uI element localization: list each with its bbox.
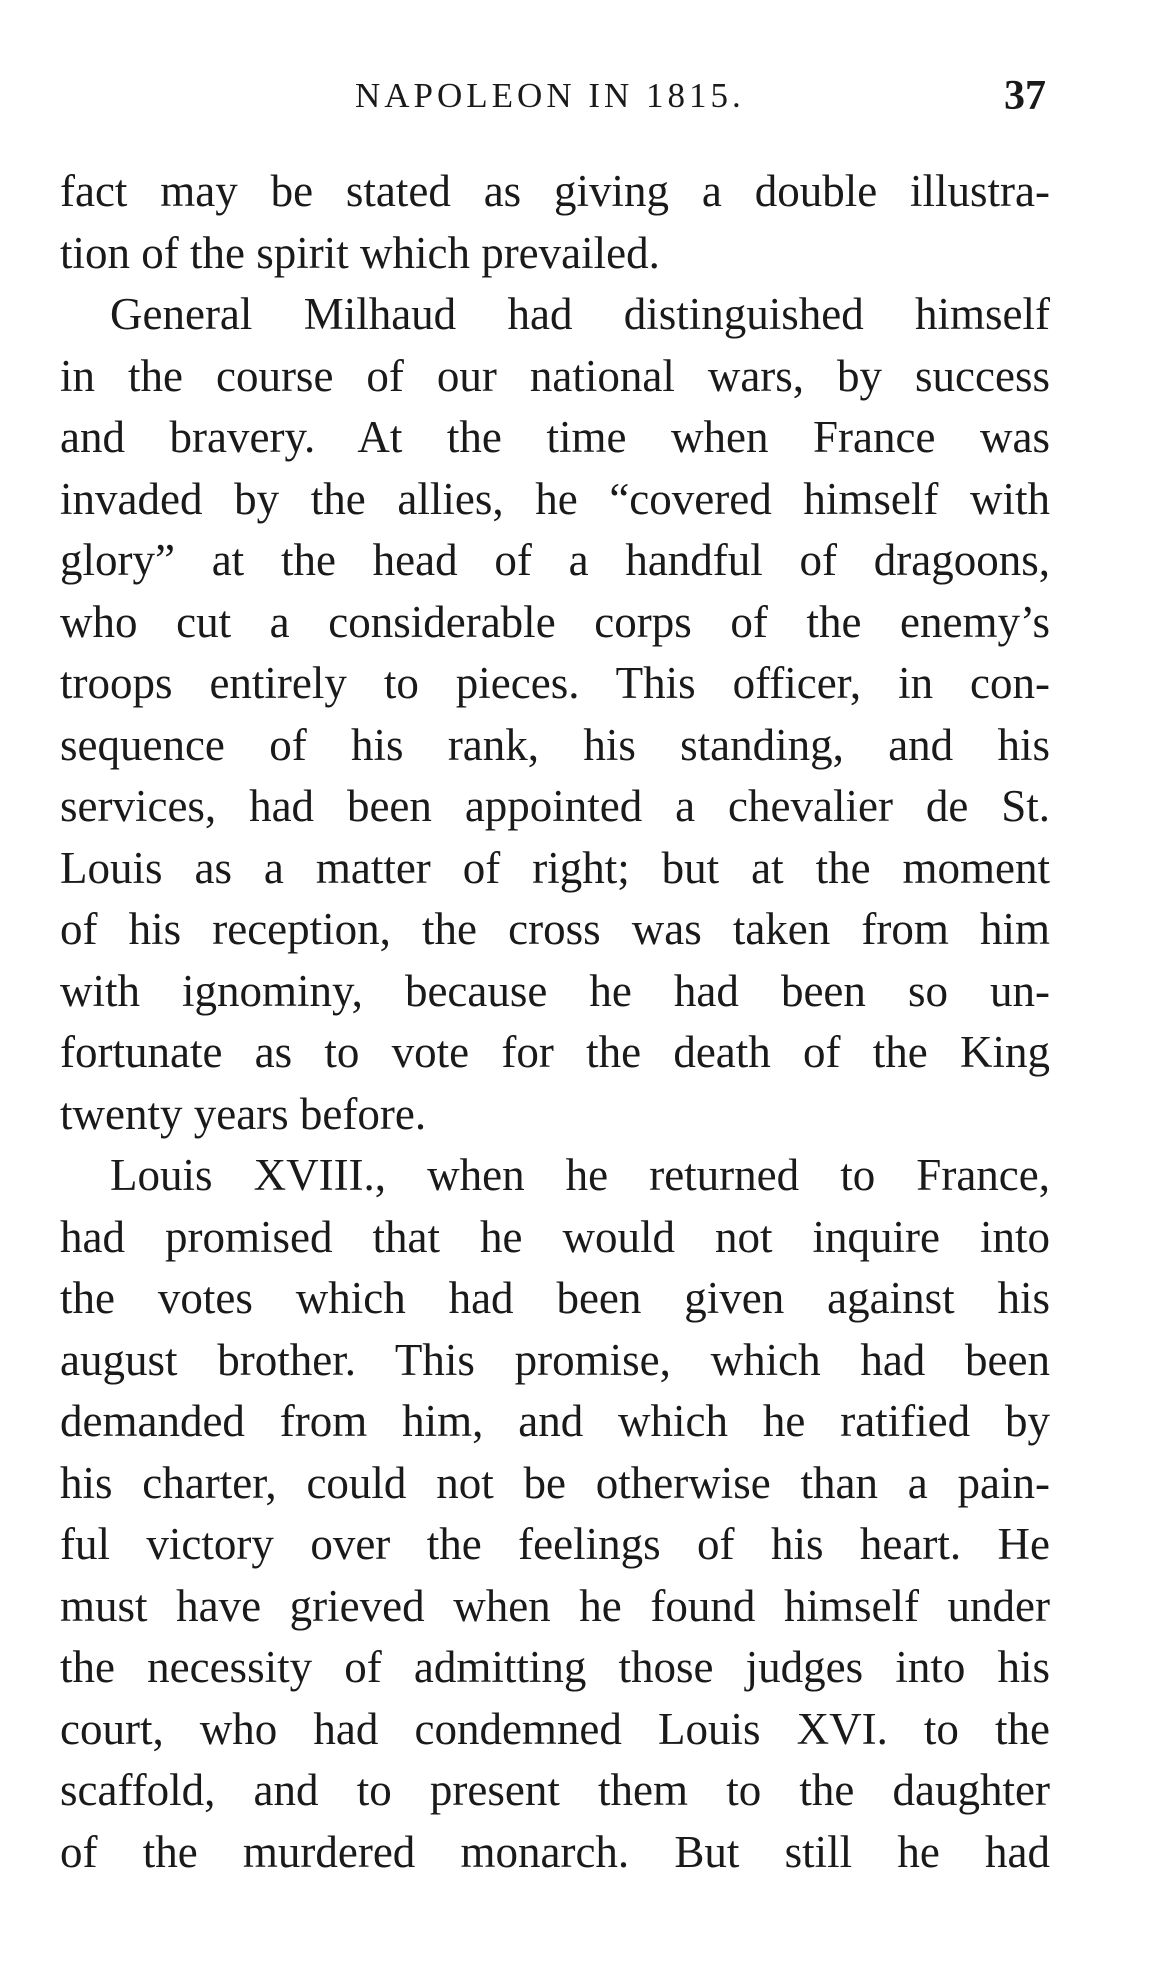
text-line: ful victory over the feelings of his heart. He xyxy=(60,1519,1050,1569)
running-head: NAPOLEON IN 1815. xyxy=(355,76,745,115)
text-line: Louis XVIII., when he returned to France, xyxy=(110,1150,1050,1200)
text-line: his charter, could not be otherwise than a pain- xyxy=(60,1457,1050,1508)
text-line: the votes which had been given against his xyxy=(60,1273,1050,1323)
text-line: in the course of our national wars, by success xyxy=(60,350,1050,401)
text-line: must have grieved when he found himself under xyxy=(60,1580,1050,1631)
text-line: scaffold, and to present them to the daughter xyxy=(60,1765,1050,1815)
text-line: fact may be stated as giving a double illustra- xyxy=(60,166,1050,216)
text-line: who cut a considerable corps of the enemy’s xyxy=(60,596,1050,647)
text-line: court, who had condemned Louis XVI. to the xyxy=(60,1703,1050,1754)
text-line: glory” at the head of a handful of dragoons, xyxy=(60,535,1050,585)
body-text xyxy=(60,161,1050,1883)
text-line: fortunate as to vote for the death of the King xyxy=(60,1027,1050,1077)
text-line: services, had been appointed a chevalier de St. xyxy=(60,781,1050,831)
text-line: had promised that he would not inquire into xyxy=(60,1211,1050,1262)
text-line: troops entirely to pieces. This officer, in con- xyxy=(60,658,1050,708)
text-line: sequence of his rank, his standing, and his xyxy=(60,719,1050,770)
text-line: demanded from him, and which he ratified by xyxy=(60,1396,1050,1446)
page-header xyxy=(60,72,1060,132)
text-line: with ignominy, because he had been so un- xyxy=(60,965,1050,1016)
text-line: tion of the spirit which prevailed. xyxy=(60,227,660,278)
text-line: Louis as a matter of right; but at the moment xyxy=(60,842,1050,893)
text-line: the necessity of admitting those judges into his xyxy=(60,1642,1050,1692)
text-line: and bravery. At the time when France was xyxy=(60,412,1050,462)
text-line: of the murdered monarch. But still he had xyxy=(60,1826,1050,1877)
page-number: 37 xyxy=(1004,73,1046,119)
text-line: august brother. This promise, which had been xyxy=(60,1334,1050,1385)
text-line: invaded by the allies, he “covered himself with xyxy=(60,473,1050,524)
text-line: General Milhaud had distinguished himself xyxy=(110,289,1050,339)
text-line: twenty years before. xyxy=(60,1088,427,1139)
text-line: of his reception, the cross was taken from him xyxy=(60,904,1050,954)
